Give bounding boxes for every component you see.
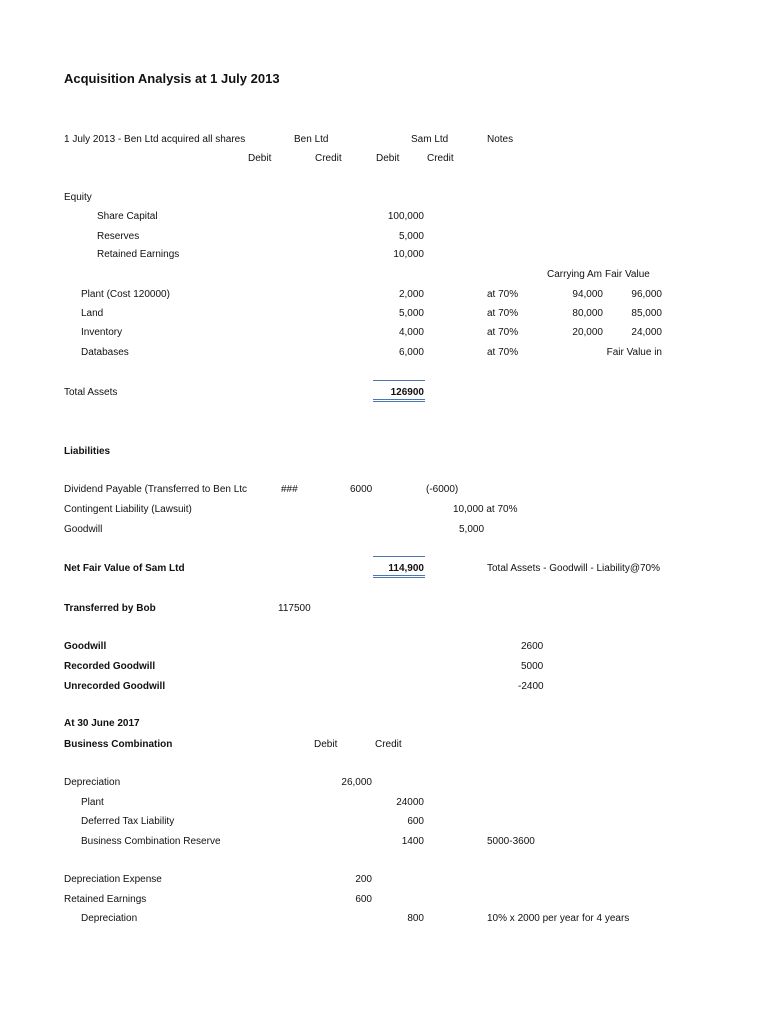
asset-databases-fair: Fair Value in — [606, 347, 662, 358]
asset-plant-amount: 2,000 — [398, 289, 424, 300]
col-debit-2: Debit — [376, 153, 400, 164]
col-debit-1: Debit — [248, 153, 272, 164]
j1-bcr-note: 5000-3600 — [487, 836, 535, 847]
asset-databases-amount: 6,000 — [398, 347, 424, 358]
equity-share-capital-amount: 100,000 — [387, 211, 424, 222]
goodwill-liability-value: 5,000 — [459, 524, 485, 535]
contingent-liability-value: 10,000 at 70% — [453, 504, 518, 515]
j1-plant-label: Plant — [81, 797, 104, 808]
col-notes: Notes — [487, 134, 514, 145]
carrying-amount-header: Carrying Am — [547, 269, 603, 280]
net-fair-value-amount: 114,900 — [388, 563, 424, 574]
asset-inventory-carrying: 20,000 — [572, 327, 603, 338]
business-combination-label: Business Combination — [64, 739, 173, 750]
col-credit-1: Credit — [315, 153, 342, 164]
dividend-payable-hash: ### — [281, 484, 298, 495]
asset-land-note: at 70% — [487, 308, 519, 319]
col-ben-ltd: Ben Ltd — [294, 134, 329, 145]
j1-depreciation-label: Depreciation — [64, 777, 121, 788]
header-line: 1 July 2013 - Ben Ltd acquired all shares — [64, 134, 246, 145]
j1-dtl-label: Deferred Tax Liability — [81, 816, 175, 827]
goodwill-liability-label: Goodwill — [64, 524, 103, 535]
j1-dtl-amount: 600 — [407, 816, 424, 827]
col-credit-2: Credit — [427, 153, 454, 164]
net-fair-value-top-rule — [373, 556, 425, 557]
equity-heading: Equity — [64, 192, 92, 203]
j1-depreciation-amount: 26,000 — [341, 777, 372, 788]
asset-land-fair: 85,000 — [631, 308, 662, 319]
liabilities-heading: Liabilities — [64, 446, 111, 457]
j1-bcr-amount: 1400 — [401, 836, 424, 847]
asset-inventory-label: Inventory — [81, 327, 123, 338]
asset-databases-note: at 70% — [487, 347, 519, 358]
dividend-payable-negative: (-6000) — [426, 484, 459, 495]
equity-reserves-amount: 5,000 — [398, 231, 424, 242]
at-2017-label: At 30 June 2017 — [64, 718, 140, 729]
bc-debit-header: Debit — [314, 739, 338, 750]
total-assets-top-rule — [373, 380, 425, 381]
asset-land-carrying: 80,000 — [572, 308, 603, 319]
j1-plant-amount: 24000 — [396, 797, 424, 808]
asset-inventory-amount: 4,000 — [398, 327, 424, 338]
bc-credit-header: Credit — [375, 739, 402, 750]
page-title: Acquisition Analysis at 1 July 2013 — [64, 71, 280, 86]
unrecorded-goodwill-amount: -2400 — [518, 681, 544, 692]
net-fair-value-double-rule-2 — [373, 577, 425, 578]
unrecorded-goodwill-label: Unrecorded Goodwill — [64, 681, 166, 692]
transferred-label: Transferred by Bob — [64, 603, 156, 614]
total-assets-double-rule-2 — [373, 401, 425, 402]
fair-value-header: Fair Value — [605, 269, 650, 280]
net-fair-value-note: Total Assets - Goodwill - Liability@70% — [487, 563, 660, 574]
contingent-liability-label: Contingent Liability (Lawsuit) — [64, 504, 192, 515]
asset-databases-label: Databases — [81, 347, 129, 358]
equity-retained-label: Retained Earnings — [97, 249, 180, 260]
transferred-amount: 117500 — [278, 603, 311, 614]
j2-depreciation-note: 10% x 2000 per year for 4 years — [487, 913, 630, 924]
equity-share-capital-label: Share Capital — [97, 211, 158, 222]
j2-retained-earnings-amount: 600 — [355, 894, 372, 905]
asset-land-amount: 5,000 — [398, 308, 424, 319]
recorded-goodwill-amount: 5000 — [521, 661, 544, 672]
goodwill-label: Goodwill — [64, 641, 107, 652]
j1-bcr-label: Business Combination Reserve — [81, 836, 221, 847]
dividend-payable-label: Dividend Payable (Transferred to Ben Ltc — [64, 484, 248, 495]
j2-depreciation-amount: 800 — [407, 913, 424, 924]
total-assets-label: Total Assets — [64, 387, 118, 398]
net-fair-value-double-rule-1 — [373, 575, 425, 576]
j2-dep-expense-label: Depreciation Expense — [64, 874, 162, 885]
asset-plant-label: Plant (Cost 120000) — [81, 289, 170, 300]
asset-plant-carrying: 94,000 — [572, 289, 603, 300]
j2-depreciation-label: Depreciation — [81, 913, 138, 924]
net-fair-value-label: Net Fair Value of Sam Ltd — [64, 563, 185, 574]
asset-land-label: Land — [81, 308, 104, 319]
asset-inventory-fair: 24,000 — [631, 327, 662, 338]
j2-dep-expense-amount: 200 — [355, 874, 372, 885]
recorded-goodwill-label: Recorded Goodwill — [64, 661, 156, 672]
goodwill-amount: 2600 — [521, 641, 544, 652]
total-assets-double-rule-1 — [373, 399, 425, 400]
equity-retained-amount: 10,000 — [393, 249, 424, 260]
total-assets-amount: 126900 — [390, 387, 424, 398]
dividend-payable-value: 6000 — [350, 484, 373, 495]
j2-retained-earnings-label: Retained Earnings — [64, 894, 147, 905]
equity-reserves-label: Reserves — [97, 231, 140, 242]
asset-plant-note: at 70% — [487, 289, 519, 300]
col-sam-ltd: Sam Ltd — [411, 134, 449, 145]
asset-plant-fair: 96,000 — [631, 289, 662, 300]
asset-inventory-note: at 70% — [487, 327, 519, 338]
